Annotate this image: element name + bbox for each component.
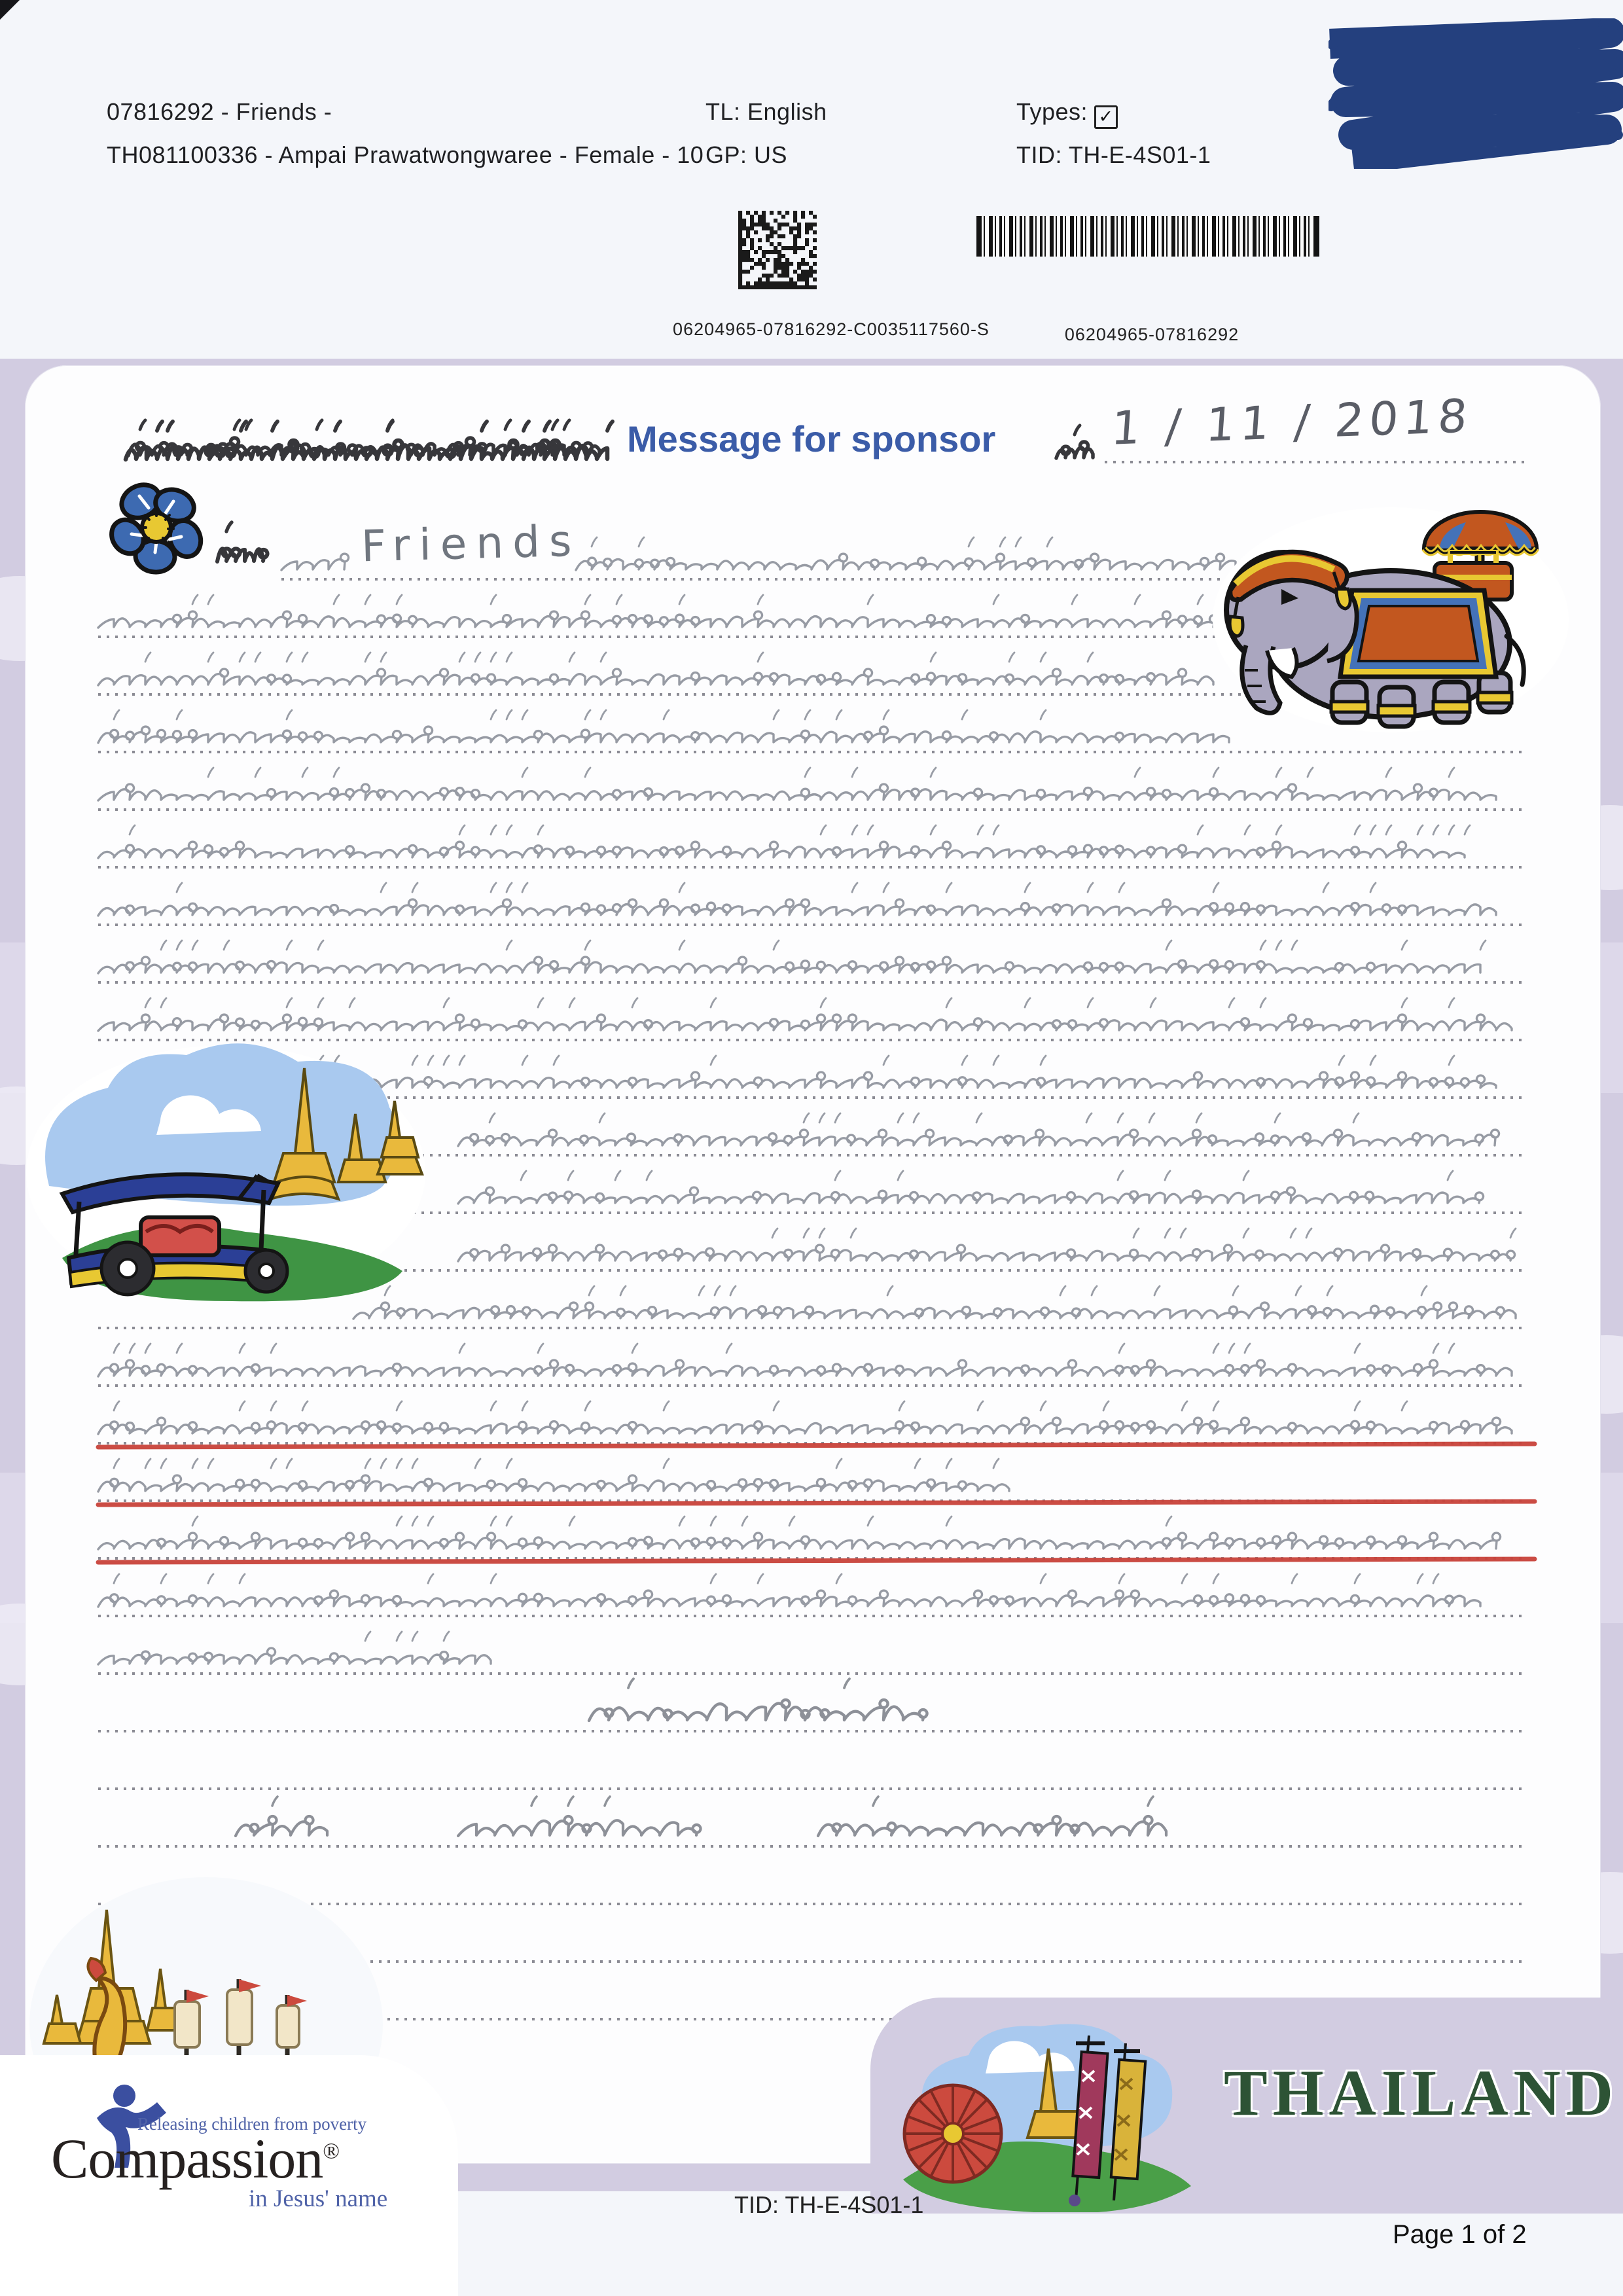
header-child-line: TH081100336 - Ampai Prawatwongwaree - Female - 10 <box>107 141 704 168</box>
letter-title-english: Message for sponsor <box>627 418 996 459</box>
handwriting-line <box>98 1014 1512 1031</box>
signature-squiggle <box>236 1816 327 1836</box>
closing-squiggle <box>589 1700 927 1721</box>
handwritten-friends-word: Friends <box>361 515 582 572</box>
signature-squiggle <box>458 1816 701 1836</box>
handwriting-line <box>353 1302 1516 1319</box>
handwriting-line <box>98 611 1218 628</box>
red-underline <box>98 1444 1535 1447</box>
header-global-partner: GP: US <box>705 141 788 168</box>
handwriting-line <box>98 899 1496 916</box>
handwriting-line <box>458 1130 1499 1146</box>
thailand-banner-illustration <box>890 2009 1204 2212</box>
signature-squiggle <box>818 1816 1166 1836</box>
registered-mark: ® <box>323 2139 340 2164</box>
logo-name: Compassion <box>51 2127 323 2190</box>
handwriting-line <box>98 1533 1501 1549</box>
elephant-sticker <box>1204 486 1571 734</box>
header-template-id: TID: TH-E-4S01-1 <box>1016 141 1211 168</box>
handwriting-line <box>98 957 1480 973</box>
header-translation-language: TL: English <box>705 98 827 125</box>
logo-wordmark <box>51 2126 339 2191</box>
handwriting-line <box>98 1418 1512 1434</box>
handwriting-line <box>98 1590 1480 1607</box>
handwriting-line <box>98 726 1229 743</box>
red-underline <box>98 1559 1535 1562</box>
logo-subtitle: in Jesus' name <box>249 2185 388 2212</box>
thailand-wordmark: THAILAND <box>1224 2056 1618 2129</box>
datamatrix-code-text: 06204965-07816292-C0035117560-S <box>673 319 990 339</box>
handwriting-line <box>98 669 1213 685</box>
tuktuk-temple-sticker <box>23 1042 442 1304</box>
handwritten-date: 1 / 11 / 2018 <box>1109 389 1474 456</box>
handwriting-line <box>458 1187 1484 1204</box>
footer-template-id: TID: TH-E-4S01-1 <box>734 2191 924 2218</box>
logo-tagline: Releasing children from poverty <box>137 2114 367 2134</box>
handwriting-line <box>98 1648 491 1664</box>
footer-page-number: Page 1 of 2 <box>1393 2220 1527 2249</box>
header-project-line: 07816292 - Friends - <box>107 98 332 125</box>
handwriting-line <box>98 842 1465 858</box>
handwriting-line <box>458 1245 1515 1261</box>
handwriting-line <box>98 784 1496 800</box>
handwriting-line <box>98 1360 1512 1376</box>
types-label: Types: <box>1016 98 1088 125</box>
red-underline <box>98 1501 1535 1505</box>
handwriting-line <box>98 1475 1009 1492</box>
flower-icon <box>108 476 206 578</box>
types-checkbox-icon: ✓ <box>1094 105 1118 129</box>
linear-barcode-text: 06204965-07816292 <box>1064 325 1240 344</box>
